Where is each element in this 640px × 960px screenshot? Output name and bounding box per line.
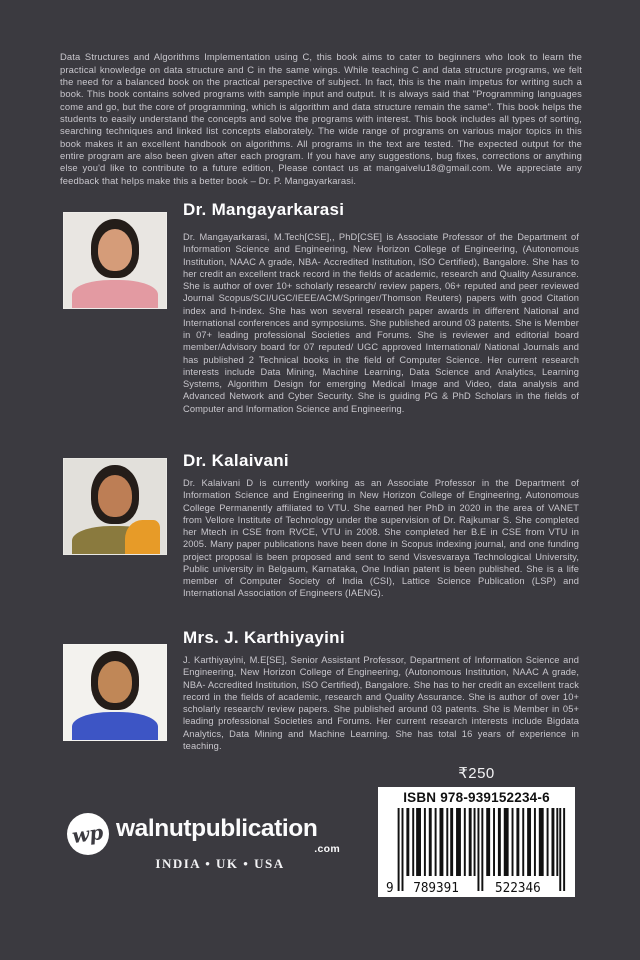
barcode-digit-group1: 789391 — [413, 880, 459, 894]
logo-monogram: wp — [70, 819, 106, 849]
isbn-barcode — [378, 787, 575, 897]
portrait-face — [98, 661, 133, 703]
author-photo-mangayarkarasi — [63, 212, 167, 309]
publisher-countries: INDIA • UK • USA — [155, 856, 285, 871]
barcode-digit-group2: 522346 — [495, 880, 541, 894]
portrait-clothing — [72, 280, 158, 310]
barcode-bars-icon — [384, 808, 569, 894]
author-photo-kalaivani — [63, 458, 167, 555]
portrait-clothing — [72, 712, 158, 742]
portrait-face — [98, 475, 133, 517]
author-photo-karthiyayini — [63, 644, 167, 741]
portrait-face — [98, 229, 133, 271]
intro-paragraph: Data Structures and Algorithms Implementation using C, this book aims to cater to beginners who look to learn the practical knowledge on data structure and C in the same wings. While teaching C and data structure programs, we felt the need for a balanced book on the practical perspective of subject. In fact, this is the main impetus for writing such a book. This book contains solved programs with sample input and output. It is always said that "Programming languages come and go, but the core of programming, which is algorithm and data structure remain the same". This book helps the students to easily understand the concepts and solve the programs with interest. This book includes all types of sorting, searching techniques and linked list concepts elaborately. The wide range of programs on various major topics in this book makes it an excellent handbook on algorithms. All programs in the text are tested. The expected output for the entire program are also been given after each program. If you have any suggestions, bug fixes, corrections or anything else you'd like to contribute to a future edition, Please contact us at mangaivelu18@gmail.com. We appreciate any feedback that helps make this a better book – Dr. P. Mangayarkarasi. — [60, 51, 582, 186]
publisher-domain: .com — [314, 843, 340, 855]
author-name-heading: Mrs. J. Karthiyayini — [183, 628, 345, 647]
portrait-saree-drape — [125, 520, 160, 555]
author-name-heading: Dr. Mangayarkarasi — [183, 200, 345, 219]
author-bio: Dr. Mangayarkarasi, M.Tech[CSE],, PhD[CSE] is Associate Professor of the Department of Information Science and Engineering, New Horizon College of Engineering, (Autonomous Institution, NAAC A grade, NBA- Accredited Institution, ISO Certified), Bangalore. She has to her credit an excellent track record in the fields of academic, research and Quality Assurance. She is author of over 10+ scholarly research/ review papers, 06+ reputed and peer reviewed Journal Scopus/SCI/UGC/IEEE/ACM/Springer/Thomson Reuters) papers with good Citation index and h-index. She has won several research paper awards in different National and International conferences and symposiums. She published around 03 patents. She is Member in 07+ leading professional Societies and Forums. She is reviewer and editorial board member/Advisory board for 07 reputed/ UGC approved International/ National Journals and has published 2 Technical books in the field of Computer Science. Her current research interests include Data Mining, Machine Learning, Data Science and Analytics, Learning Systems, Algorithm Design for emerging Medical Image and Video, data analysis and Advanced Network and Cyber Security. She is guiding PG & PhD Scholars in the fields of Computer and Information Science and Engineering. — [183, 232, 579, 414]
isbn-label: ISBN 978-939152234-6 — [403, 790, 550, 805]
author-bio: Dr. Kalaivani D is currently working as an Associate Professor in the Department of Information Science and Engineering in New Horizon College of Engineering, Autonomous College Permanently affiliated to VTU. She earned her PhD in 2020 in the area of VANET from Vellore Institute of Technology under the supervision of Dr. Rajkumar S. She completed her Mtech in CSE from RVCE, VTU in 2008. She completed her B.E in CSE from VTU in 2005. Many paper publications have been done in Scopus indexing journal, and one funding project proposal is been proposed and sent to send Visvesvaraya Technological University, Public university in Belgaum, Karnataka, One Indian patent is been published. She is a life member of Computer Society of India (CSI), Lattice Science Publication (LSP) and International Association of Engineers (IAENG). — [183, 478, 579, 599]
author-name-heading: Dr. Kalaivani — [183, 451, 289, 470]
publisher-logo-icon — [67, 813, 109, 855]
author-bio: J. Karthiyayini, M.E[SE], Senior Assistant Professor, Department of Information Science and Engineering, New Horizon College of Engineering, (Autonomous Institution, NAAC A grade, NBA- Accredited Institution, ISO Certified), Bangalore. She has to her credit an excellent track record in the fields of academic, research and Quality Assurance. She is author of over 10+ scholarly research/ review papers. She published around 03 patents. She is Member in 05+ leading professional Societies and Forums. Her current research interests include Bigdata Analytics, Data Mining and Machine Learning. She has total 16 years of experience in teaching. — [183, 655, 579, 751]
publisher-wordmark: walnutpublication — [116, 815, 318, 842]
price-label: ₹250 — [458, 765, 495, 782]
barcode-digit-left: 9 — [385, 880, 394, 894]
